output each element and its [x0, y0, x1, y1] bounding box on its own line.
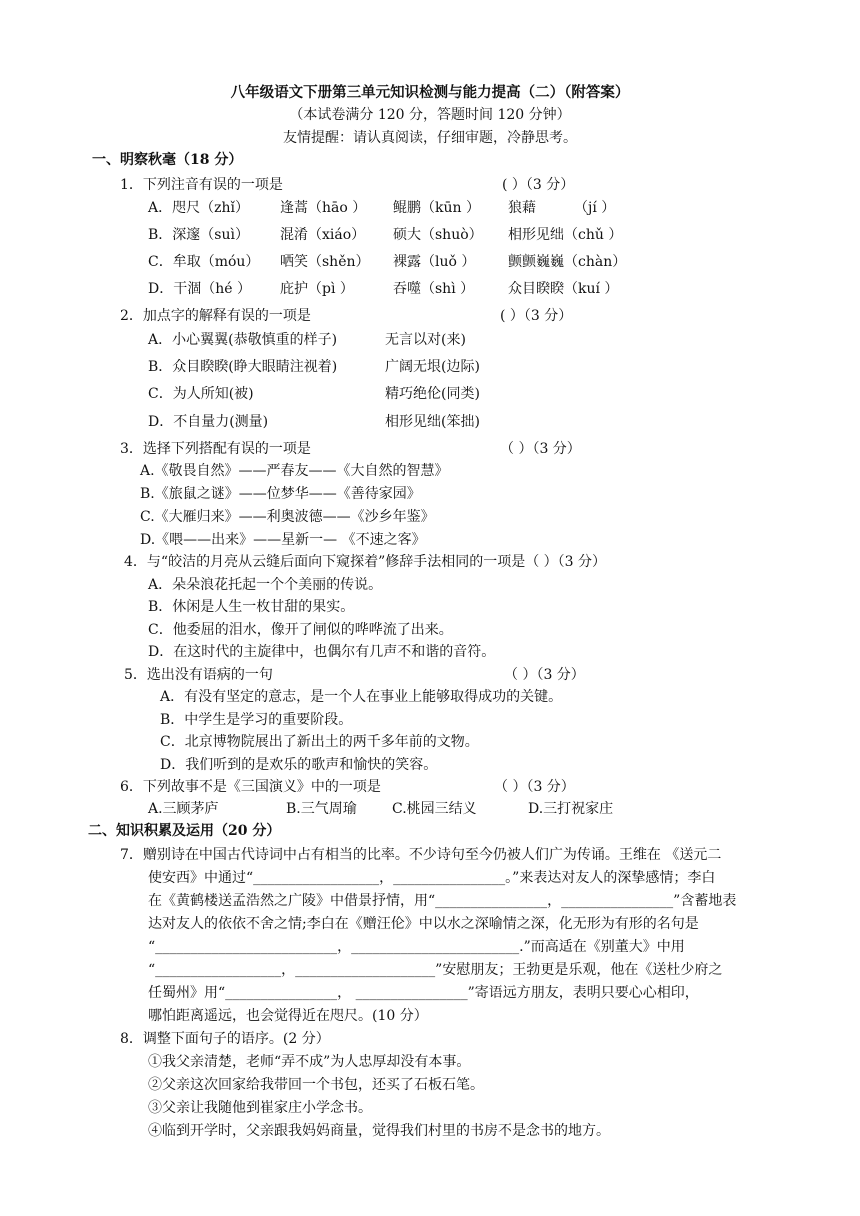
q7-line-5: “__________________________，________________________.”而高适在《别董大》中用 [148, 939, 685, 955]
q6-option-b: B.三气周瑜 [286, 801, 357, 817]
q1-option-d-1: D．干涸（hé ） [148, 281, 251, 297]
q1-option-c-4: 颤颤巍巍（chàn） [508, 254, 627, 270]
q1-option-c-2: 哂笑（shěn） [280, 254, 370, 270]
q3-option-d: D.《喂——出来》——星新一— 《不速之客》 [140, 532, 426, 548]
q7-line-1: 7．赠别诗在中国古代诗词中占有相当的比率。不少诗句至今仍被人们广为传诵。王维在 《送元二 [120, 847, 722, 863]
q7-line-2: 使安西》中通过“__________________，________________。”来表达对友人的深挚感情；李白 [148, 870, 716, 886]
q1-option-d-3: 吞噬（shì ） [393, 281, 475, 297]
q1-stem: 1．下列注音有误的一项是 [120, 177, 283, 193]
q4-option-d: D．在这时代的主旋律中，也偶尔有几声不和谐的音符。 [148, 644, 496, 660]
section-2-heading: 二、知识积累及运用（20 分） [88, 823, 281, 839]
q2-option-d-2: 相形见绌(笨拙) [385, 414, 480, 430]
q1-option-b-3: 硕大（shuò） [393, 227, 483, 243]
q5-stem: 5．选出没有语病的一句 [124, 667, 273, 683]
q1-option-b-1: B．深邃（suì） [148, 227, 249, 243]
q4-option-b: B．休闲是人生一枚甘甜的果实。 [148, 599, 355, 615]
q6-option-c: C.桃园三结义 [392, 801, 477, 817]
q1-option-d-2: 庇护（pì ） [280, 281, 354, 297]
q1-option-d-4: 众目睽睽（kuí ） [508, 281, 619, 297]
q1-option-b-2: 混淆（xiáo） [280, 227, 366, 243]
q5-option-c: C．北京博物院展出了新出土的两千多年前的文物。 [160, 734, 479, 750]
q2-option-d-1: D．不自量力(测量) [148, 414, 269, 430]
q1-option-c-3: 裸露（luǒ ） [393, 254, 476, 270]
q1-option-c-1: C．牟取（móu） [148, 254, 260, 270]
q7-line-7: 任蜀州》用“________________， ________________”寄语远方朋友，表明只要心心相印， [148, 985, 699, 1001]
q1-option-a-4: 狼藉 [508, 200, 536, 216]
q4-stem: 4．与“皎洁的月亮从云缝后面向下窥探着”修辞手法相同的一项是（ ）（3 分） [124, 554, 607, 570]
q1-option-a-3: 鲲鹏（kūn ） [393, 200, 480, 216]
q3-answer-mark: （ ）（3 分） [500, 441, 581, 457]
q3-option-b: B.《旅鼠之谜》——位梦华——《善待家园》 [140, 486, 421, 502]
q2-option-a-1: A．小心翼翼(恭敬慎重的样子) [148, 332, 338, 348]
q7-line-3: 在《黄鹤楼送孟浩然之广陵》中借景抒情，用“________________，________________”含蓄地表 [148, 893, 737, 909]
q6-option-d: D.三打祝家庄 [528, 801, 614, 817]
q8-stem: 8．调整下面句子的语序。(2 分） [120, 1031, 330, 1047]
q2-answer-mark: ( ）（3 分） [500, 308, 573, 324]
q6-stem: 6．下列故事不是《三国演义》中的一项是 [120, 779, 381, 795]
q2-option-c-1: C．为人所知(被) [148, 386, 254, 402]
q8-sentence-2: ②父亲这次回家给我带回一个书包，还买了石板石笔。 [148, 1077, 484, 1093]
q1-answer-mark: ( ）（3 分） [502, 177, 575, 193]
q4-option-a: A．朵朵浪花托起一个个美丽的传说。 [148, 577, 383, 593]
q3-stem: 3．选择下列搭配有误的一项是 [120, 441, 311, 457]
q3-option-a: A.《敬畏自然》——严春友——《大自然的智慧》 [140, 463, 449, 479]
q5-option-d: D．我们听到的是欢乐的歌声和愉快的笑容。 [160, 757, 438, 773]
document-subtitle-score: （本试卷满分 120 分，答题时间 120 分钟） [289, 107, 571, 123]
q1-option-a-5: （jí ） [574, 200, 616, 216]
section-1-heading: 一、明察秋毫（18 分） [92, 152, 243, 168]
q4-option-c: C．他委屈的泪水，像开了闸似的哗哗流了出来。 [148, 622, 453, 638]
q1-option-b-4: 相形见绌（chǔ ） [508, 227, 623, 243]
q7-line-6: “__________________，____________________”安慰朋友；王勃更是乐观，他在《送杜少府之 [148, 962, 723, 978]
q2-option-c-2: 精巧绝伦(同类) [385, 386, 480, 402]
q5-option-b: B．中学生是学习的重要阶段。 [160, 712, 353, 728]
document-title: 八年级语文下册第三单元知识检测与能力提高（二）（附答案） [230, 84, 630, 101]
q8-sentence-1: ①我父亲清楚，老师“弄不成”为人忠厚却没有本事。 [148, 1054, 471, 1070]
q6-option-a: A.三顾茅庐 [148, 801, 219, 817]
q1-option-a-2: 逢蒿（hāo ） [280, 200, 367, 216]
q2-stem: 2．加点字的解释有误的一项是 [120, 308, 311, 324]
q8-sentence-4: ④临到开学时，父亲跟我妈妈商量，觉得我们村里的书房不是念书的地方。 [148, 1123, 610, 1139]
q5-option-a: A．有没有坚定的意志，是一个人在事业上能够取得成功的关键。 [160, 689, 563, 705]
q2-option-b-2: 广阔无垠(边际) [385, 359, 480, 375]
q2-option-a-2: 无言以对(来) [385, 332, 466, 348]
q2-option-b-1: B．众目睽睽(睁大眼睛注视着) [148, 359, 338, 375]
q8-sentence-3: ③父亲让我随他到崔家庄小学念书。 [148, 1100, 372, 1116]
q7-line-8: 哪怕距离遥远，也会觉得近在咫尺。(10 分） [148, 1008, 428, 1024]
q1-option-a-1: A．咫尺（zhǐ） [148, 200, 249, 216]
q3-option-c: C.《大雁归来》——利奥波德——《沙乡年鉴》 [140, 509, 435, 525]
q7-line-4: 达对友人的依依不舍之情;李白在《赠汪伦》中以水之深喻情之深，化无形为有形的名句是 [148, 916, 699, 932]
q5-answer-mark: （ ）（3 分） [504, 667, 585, 683]
document-subtitle-reminder: 友情提醒：请认真阅读，仔细审题，冷静思考。 [283, 130, 577, 146]
q6-answer-mark: （ ）（3 分） [494, 779, 575, 795]
